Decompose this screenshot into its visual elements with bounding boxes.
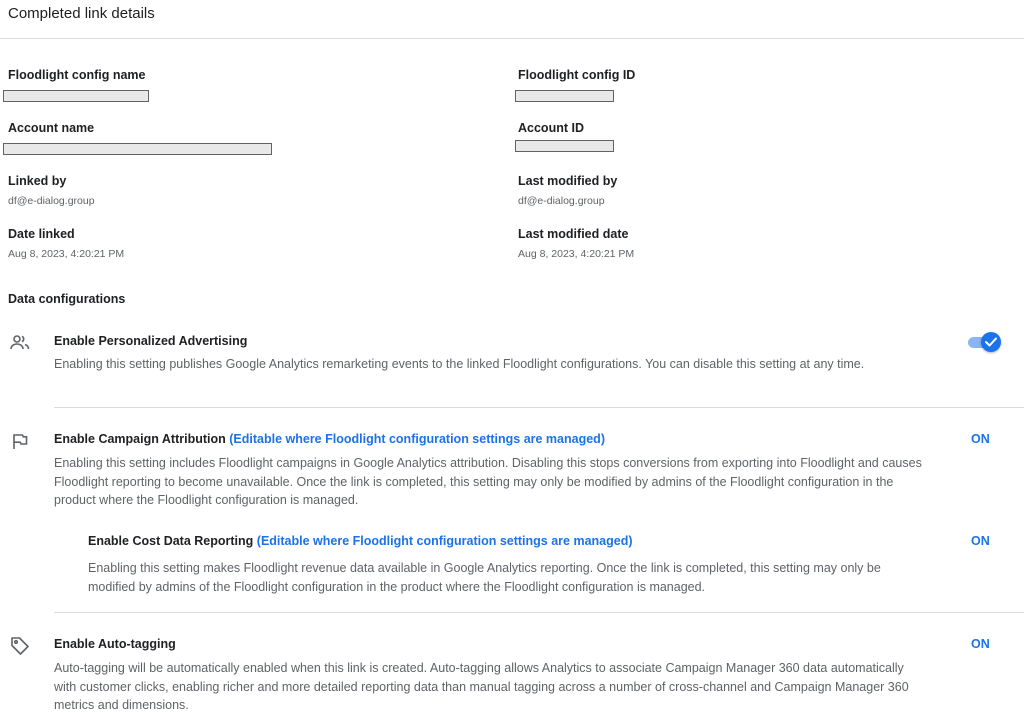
data-configurations-heading: Data configurations [8,292,126,306]
flag-icon [11,433,28,450]
campaign-attribution-status: ON [971,432,990,446]
cost-data-reporting-title-text: Enable Cost Data Reporting [88,534,254,548]
people-icon [10,334,30,352]
last-modified-by-label: Last modified by [518,174,618,188]
linked-by-label: Linked by [8,174,67,188]
auto-tagging-title: Enable Auto-tagging [54,637,176,651]
account-name-label: Account name [8,121,95,135]
last-modified-date-label: Last modified date [518,227,629,241]
cost-data-reporting-description: Enabling this setting makes Floodlight revenue data available in Google Analytics reporting. Once the link is completed, this setting may only be modified by admins of the Floodlight configuration in the product where the Floodlight configuration is managed. [88,561,881,594]
account-name-value [3,143,272,155]
floodlight-config-name-label: Floodlight config name [8,68,146,82]
cost-data-reporting-title [88,534,633,548]
personalized-advertising-title: Enable Personalized Advertising [54,334,248,348]
date-linked-label: Date linked [8,227,75,241]
auto-tagging-status: ON [971,637,990,651]
page-title: Completed link details [8,5,155,22]
check-icon [985,337,997,347]
cost-data-reporting-note-link[interactable]: (Editable where Floodlight configuration settings are managed) [256,534,633,548]
tag-icon [10,636,30,656]
toggle-knob [981,332,1001,352]
account-id-label: Account ID [518,121,584,135]
header-divider [0,38,1024,39]
account-id-value [515,140,614,152]
campaign-attribution-title-text: Enable Campaign Attribution [54,432,226,446]
personalized-advertising-toggle[interactable] [966,332,1004,352]
campaign-attribution-note-link[interactable]: (Editable where Floodlight configuration settings are managed) [229,432,605,446]
campaign-attribution-title [54,432,605,446]
floodlight-config-name-value [3,90,149,102]
campaign-attribution-description: Enabling this setting includes Floodlight campaigns in Google Analytics attribution. Disabling this stops conversions from exporting into Floodlight and causes Floodlight reporting to become unavailable. Once the link is completed, this setting may only be modified by admins of the Floodlight configuration in the product where the Floodlight configuration is managed. [54,456,922,507]
auto-tagging-description: Auto-tagging will be automatically enabled when this link is created. Auto-tagging allows Analytics to associate Campaign Manager 360 data automatically with customer clicks, enabling richer and more detailed reporting data than manual tagging across a number of cross-channel and Campaign Manager 360 metrics and dimensions. [54,661,909,712]
divider [54,612,1024,613]
floodlight-config-id-label: Floodlight config ID [518,68,636,82]
personalized-advertising-description: Enabling this setting publishes Google Analytics remarketing events to the linked Floodlight configurations. You can disable this setting at any time. [54,357,865,371]
linked-by-value: df@e-dialog.group [8,195,95,207]
date-linked-value: Aug 8, 2023, 4:20:21 PM [8,248,125,260]
divider [54,407,1024,408]
floodlight-config-id-value [515,90,614,102]
last-modified-date-value: Aug 8, 2023, 4:20:21 PM [518,248,635,260]
last-modified-by-value: df@e-dialog.group [518,195,605,207]
cost-data-reporting-status: ON [971,534,990,548]
